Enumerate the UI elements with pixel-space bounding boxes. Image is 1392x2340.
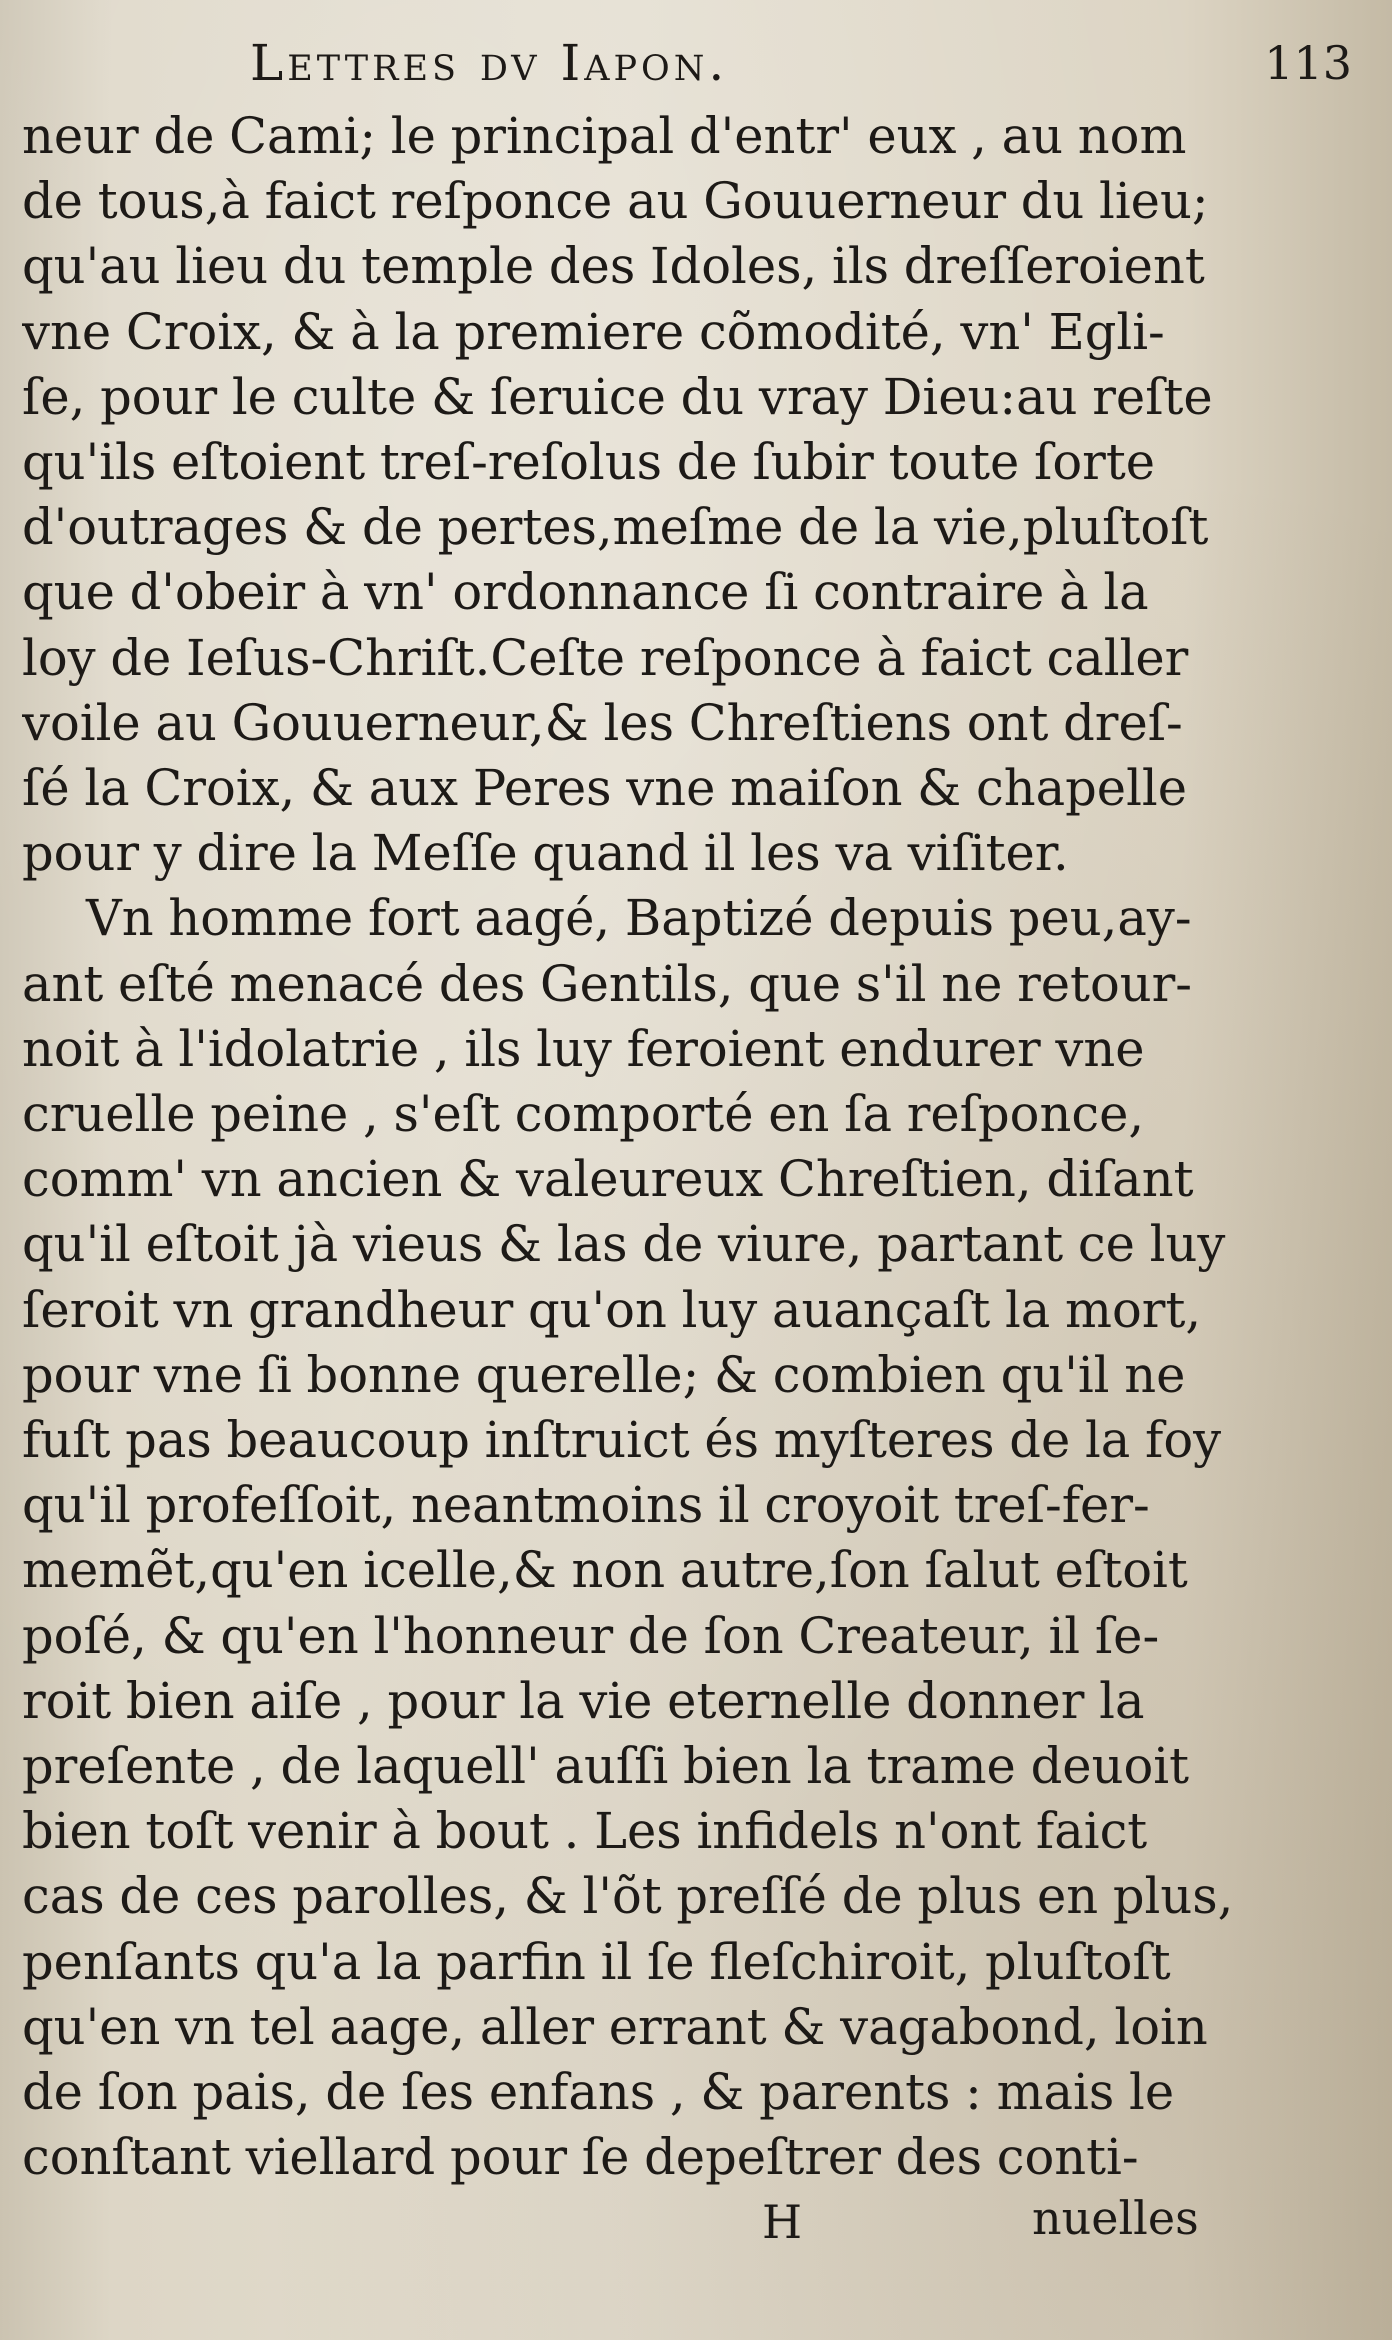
text-line: neur de Cami; le principal d'entr' eux , au nom bbox=[22, 107, 1187, 165]
text-line: noit à l'idolatrie , ils luy feroient endurer vne bbox=[22, 1019, 1145, 1078]
text-line: poſé, & qu'en l'honneur de ſon Createur, il ſe- bbox=[22, 1606, 1160, 1665]
text-line: conſtant viellard pour ſe depeſtrer des conti- bbox=[22, 2128, 1139, 2187]
text-line: qu'il profeſſoit, neantmoins il croyoit treſ-fer- bbox=[22, 1476, 1150, 1535]
text-line: ant eſté menacé des Gentils, que s'il ne retour- bbox=[22, 954, 1193, 1013]
text-line: ſé la Croix, & aux Peres vne maiſon & chapelle bbox=[22, 759, 1188, 818]
text-line: cruelle peine , s'eſt comporté en ſa reſponce, bbox=[22, 1085, 1145, 1144]
text-line: bien toſt venir à bout . Les infidels n'ont faict bbox=[22, 1802, 1148, 1861]
text-line: de ſon pais, de ſes enfans , & parents : mais le bbox=[22, 2063, 1175, 2122]
text-line: qu'au lieu du temple des Idoles, ils dreſſeroient bbox=[22, 237, 1205, 296]
page-number: 113 bbox=[1264, 36, 1352, 90]
paragraph-start-line: Vn homme fort aagé, Baptizé depuis peu,ay- bbox=[86, 889, 1192, 948]
text-line: penſants qu'a la parfin il ſe fleſchiroit, pluſtoſt bbox=[22, 1932, 1171, 1991]
text-line: pour vne ſi bonne querelle; & combien qu'il ne bbox=[22, 1345, 1186, 1404]
text-line: de tous,à faict reſponce au Gouuerneur du lieu; bbox=[22, 172, 1209, 231]
text-line: vne Croix, & à la premiere cõmodité, vn' Egli- bbox=[22, 302, 1165, 361]
signature-mark: H bbox=[762, 2194, 803, 2249]
text-line: qu'ils eſtoient treſ-reſolus de ſubir toute ſorte bbox=[22, 433, 1156, 492]
body-text bbox=[22, 104, 1362, 2191]
running-title: Lettres dv Iapon. bbox=[250, 34, 729, 92]
text-line: que d'obeir à vn' ordonnance ſi contraire à la bbox=[22, 563, 1149, 622]
text-line: ſe, pour le culte & ſeruice du vray Dieu:au reſte bbox=[22, 367, 1213, 426]
text-line: ſeroit vn grandheur qu'on luy auançaſt la mort, bbox=[22, 1280, 1202, 1339]
text-line: fuſt pas beaucoup inſtruict és myſteres de la foy bbox=[22, 1411, 1222, 1470]
text-line: comm' vn ancien & valeureux Chreſtien, diſant bbox=[22, 1150, 1194, 1209]
text-line: d'outrages & de pertes,meſme de la vie,pluſtoſt bbox=[22, 498, 1209, 557]
text-line: cas de ces parolles, & l'õt preſſé de plus en plus, bbox=[22, 1867, 1234, 1926]
text-line: qu'il eſtoit jà vieus & las de viure, partant ce luy bbox=[22, 1215, 1226, 1274]
page-footer bbox=[22, 2191, 1362, 2261]
text-line: preſente , de laquell' auſſi bien la trame deuoit bbox=[22, 1737, 1189, 1796]
text-line: roit bien aiſe , pour la vie eternelle donner la bbox=[22, 1671, 1145, 1730]
text-line: pour y dire la Meſſe quand il les va viſiter. bbox=[22, 824, 1069, 883]
text-line: memẽt,qu'en icelle,& non autre,ſon ſalut eſtoit bbox=[22, 1541, 1188, 1600]
text-line: loy de Ieſus-Chriſt.Ceſte reſponce à faict caller bbox=[22, 628, 1189, 687]
text-line: qu'en vn tel aage, aller errant & vagabond, loin bbox=[22, 1997, 1208, 2056]
text-line: voile au Gouuerneur,& les Chreſtiens ont dreſ- bbox=[22, 693, 1183, 752]
catchword: nuelles bbox=[1032, 2190, 1199, 2245]
page-header bbox=[22, 28, 1362, 104]
